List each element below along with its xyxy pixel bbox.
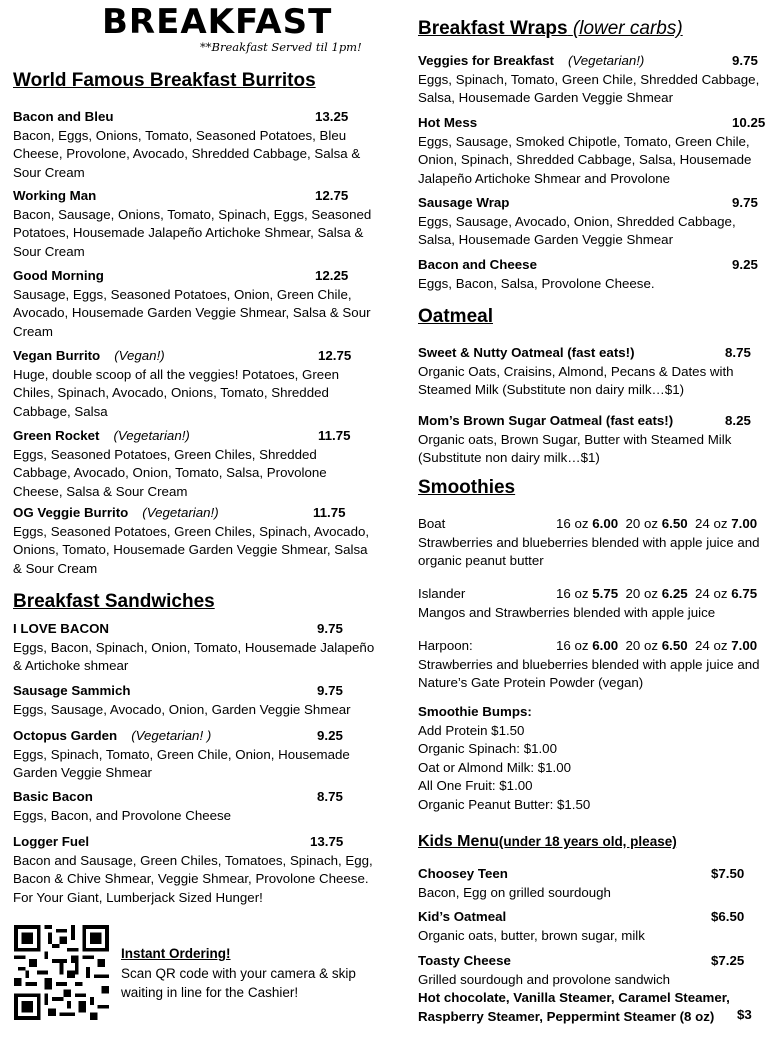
item-name: Boat [418,516,446,531]
menu-item [13,682,375,719]
size-prices: 16 oz 6.00 20 oz 6.50 24 oz 7.00 [556,638,758,653]
item-price: 13.75 [310,834,344,849]
item-description: Huge, double scoop of all the veggies! Potatoes, Green Chiles, Spinach, Avocado, Onions, Tomato, Shredded Cabbage, Salsa [13,366,339,419]
item-description: Mangos and Strawberries blended with apple juice [418,604,716,620]
item-tag: (Vegetarian!) [567,53,645,68]
smoothie-item [418,637,763,693]
item-name: Bacon and Cheese [418,257,537,272]
item-description: Eggs, Bacon, Spinach, Onion, Tomato, Housemade Jalapeño & Artichoke shmear [13,639,375,674]
serving-hours-note: **Breakfast Served til 1pm! [200,40,362,54]
oatmeal-heading: Oatmeal [418,306,493,327]
smoothie-item [418,585,763,622]
item-name: Islander [418,586,466,601]
item-tag: (Vegan!) [114,348,165,363]
item-description: Eggs, Spinach, Tomato, Green Chile, Shredded Cabbage, Salsa, Housemade Garden Veggie Shmear [418,71,760,106]
item-description: Eggs, Sausage, Avocado, Onion, Shredded Cabbage, Salsa, Housemade Garden Veggie Shmear [418,213,736,248]
item-name: Sweet & Nutty Oatmeal (fast eats!) [418,345,635,360]
item-tag: (Vegetarian! ) [131,728,212,743]
item-price: 9.75 [317,621,343,636]
item-name: Harpoon: [418,638,473,653]
item-price: 9.75 [732,53,758,68]
item-name: Logger Fuel [13,834,90,849]
item-price: 13.25 [315,109,349,124]
item-price: 9.25 [732,257,758,272]
menu-item [418,344,763,400]
bumps-heading: Smoothie Bumps: [418,704,532,719]
item-description: Bacon, Egg on grilled sourdough [418,884,611,900]
item-description: Organic oats, Brown Sugar, Butter with Steamed Milk (Substitute non dairy milk…$1) [418,431,732,466]
smoothie-item [418,515,763,571]
promo-text: Scan QR code with your camera & skip waiting in line for the Cashier! [121,965,356,1000]
item-name: Octopus Garden [13,728,118,743]
bump-item: Oat or Almond Milk: $1.00 [418,759,571,775]
menu-item [418,952,763,989]
menu-item [13,504,375,578]
item-name: Basic Bacon [13,789,93,804]
wraps-heading-text: Breakfast Wraps [418,18,568,39]
menu-item [13,108,375,182]
sandwiches-heading: Breakfast Sandwiches [13,591,215,612]
item-description: Organic Oats, Craisins, Almond, Pecans & Dates with Steamed Milk (Substitute non dairy milk…$1) [418,363,734,398]
menu-item [418,52,763,108]
menu-item [418,908,763,945]
instant-ordering-promo [121,944,371,1003]
size-prices: 16 oz 6.00 20 oz 6.50 24 oz 7.00 [556,516,758,531]
item-price: 8.75 [317,789,343,804]
item-description: Strawberries and blueberries blended with apple juice and organic peanut butter [418,534,760,569]
bump-item: Organic Spinach: $1.00 [418,741,557,756]
wraps-heading [418,18,683,40]
kids-drinks [418,989,730,1026]
item-description: Eggs, Sausage, Avocado, Onion, Garden Veggie Shmear [13,701,351,717]
item-name: Kid’s Oatmeal [418,909,507,924]
bump-item: All One Fruit: $1.00 [418,778,533,793]
kids-heading-note: (under 18 years old, please) [498,834,677,849]
drinks-list: Hot chocolate, Vanilla Steamer, Caramel Steamer, Raspberry Steamer, Peppermint Steamer (8 oz) [418,990,730,1024]
menu-item [418,194,763,250]
item-name: Good Morning [13,268,104,283]
menu-item [13,187,375,261]
item-price: 9.75 [732,195,758,210]
item-name: Mom’s Brown Sugar Oatmeal (fast eats!) [418,413,674,428]
item-description: Eggs, Seasoned Potatoes, Green Chiles, Shredded Cabbage, Avocado, Onion, Tomato, Salsa, Provolone Cheese, Salsa & Sour Cream [13,446,327,499]
item-name: Veggies for Breakfast [418,53,554,68]
item-price: 9.75 [317,683,343,698]
item-tag: (Vegetarian!) [142,505,219,520]
bump-item: Organic Peanut Butter: $1.50 [418,796,591,812]
item-name: Toasty Cheese [418,953,511,968]
menu-item [418,865,763,902]
item-name: Bacon and Bleu [13,109,114,124]
item-description: Strawberries and blueberries blended with apple juice and Nature’s Gate Protein Powder (vegan) [418,656,760,691]
item-price: 12.75 [318,348,352,363]
page-title: BREAKFAST [102,2,333,42]
item-price: 10.25 [732,115,766,130]
menu-item [13,620,375,676]
item-name: Sausage Sammich [13,683,131,698]
item-price: 9.25 [317,728,343,743]
item-description: Eggs, Seasoned Potatoes, Green Chiles, Spinach, Avocado, Onions, Tomato, Housemade Garden Veggie Shmear, Salsa & Sour Cream [13,523,370,576]
menu-item [13,727,375,783]
item-price: $7.25 [711,953,745,968]
promo-heading: Instant Ordering! [121,946,231,961]
smoothie-bumps [418,703,590,814]
size-prices: 16 oz 5.75 20 oz 6.25 24 oz 6.75 [556,586,758,601]
item-name: Sausage Wrap [418,195,510,210]
menu-item [418,114,766,188]
item-description: Organic oats, butter, brown sugar, milk [418,927,645,943]
burritos-heading: World Famous Breakfast Burritos [13,70,316,91]
menu-item [13,267,375,341]
item-description: Bacon, Sausage, Onions, Tomato, Spinach, Eggs, Seasoned Potatoes, Housemade Jalapeño Artichoke Shmear, Salsa & Sour Cream [13,206,372,259]
drinks-price: $3 [737,1007,752,1022]
kids-heading [418,833,677,851]
item-description: Grilled sourdough and provolone sandwich [418,971,671,987]
item-price: $6.50 [711,909,745,924]
kids-heading-text: Kids Menu [418,833,499,850]
item-price: 8.25 [725,413,751,428]
item-price: $7.50 [711,866,745,881]
item-name: Hot Mess [418,115,478,130]
item-price: 8.75 [725,345,751,360]
menu-item [13,347,375,421]
item-description: Eggs, Bacon, and Provolone Cheese [13,807,232,823]
menu-item [13,833,375,907]
menu-item [13,427,375,501]
item-name: Vegan Burrito [13,348,101,363]
item-description: Bacon and Sausage, Green Chiles, Tomatoes, Spinach, Egg, Bacon & Chive Shmear, Veggie Shmear, Provolone Cheese. For Your Giant, Lumberjack Sized Hunger! [13,852,373,905]
smoothies-heading: Smoothies [418,477,516,498]
item-name: Green Rocket [13,428,100,443]
item-name: Working Man [13,188,97,203]
menu-item [418,256,763,293]
item-price: 11.75 [318,428,351,443]
item-price: 11.75 [313,505,346,520]
item-description: Sausage, Eggs, Seasoned Potatoes, Onion, Green Chile, Avocado, Housemade Garden Veggie Shmear, Salsa & Sour Cream [13,286,371,339]
item-name: Choosey Teen [418,866,508,881]
bump-item: Add Protein $1.50 [418,722,525,738]
item-name: I LOVE BACON [13,621,110,636]
wraps-heading-note: (lower carbs) [572,18,683,39]
item-name: OG Veggie Burrito [13,505,129,520]
item-description: Bacon, Eggs, Onions, Tomato, Seasoned Potatoes, Bleu Cheese, Provolone, Avocado, Shredded Cabbage, Salsa & Sour Cream [13,127,361,180]
item-description: Eggs, Spinach, Tomato, Green Chile, Onion, Housemade Garden Veggie Shmear [13,746,350,781]
item-tag: (Vegetarian!) [113,428,190,443]
menu-item [418,412,763,468]
item-price: 12.25 [315,268,349,283]
menu-item [13,788,375,825]
item-price: 12.75 [315,188,349,203]
item-description: Eggs, Bacon, Salsa, Provolone Cheese. [418,275,655,291]
item-description: Eggs, Sausage, Smoked Chipotle, Tomato, Green Chile, Onion, Spinach, Shredded Cabbage, Salsa, Housemade Jalapeño Artichoke Shmear and Provolone [418,133,752,186]
qr-code[interactable] [14,925,109,1020]
